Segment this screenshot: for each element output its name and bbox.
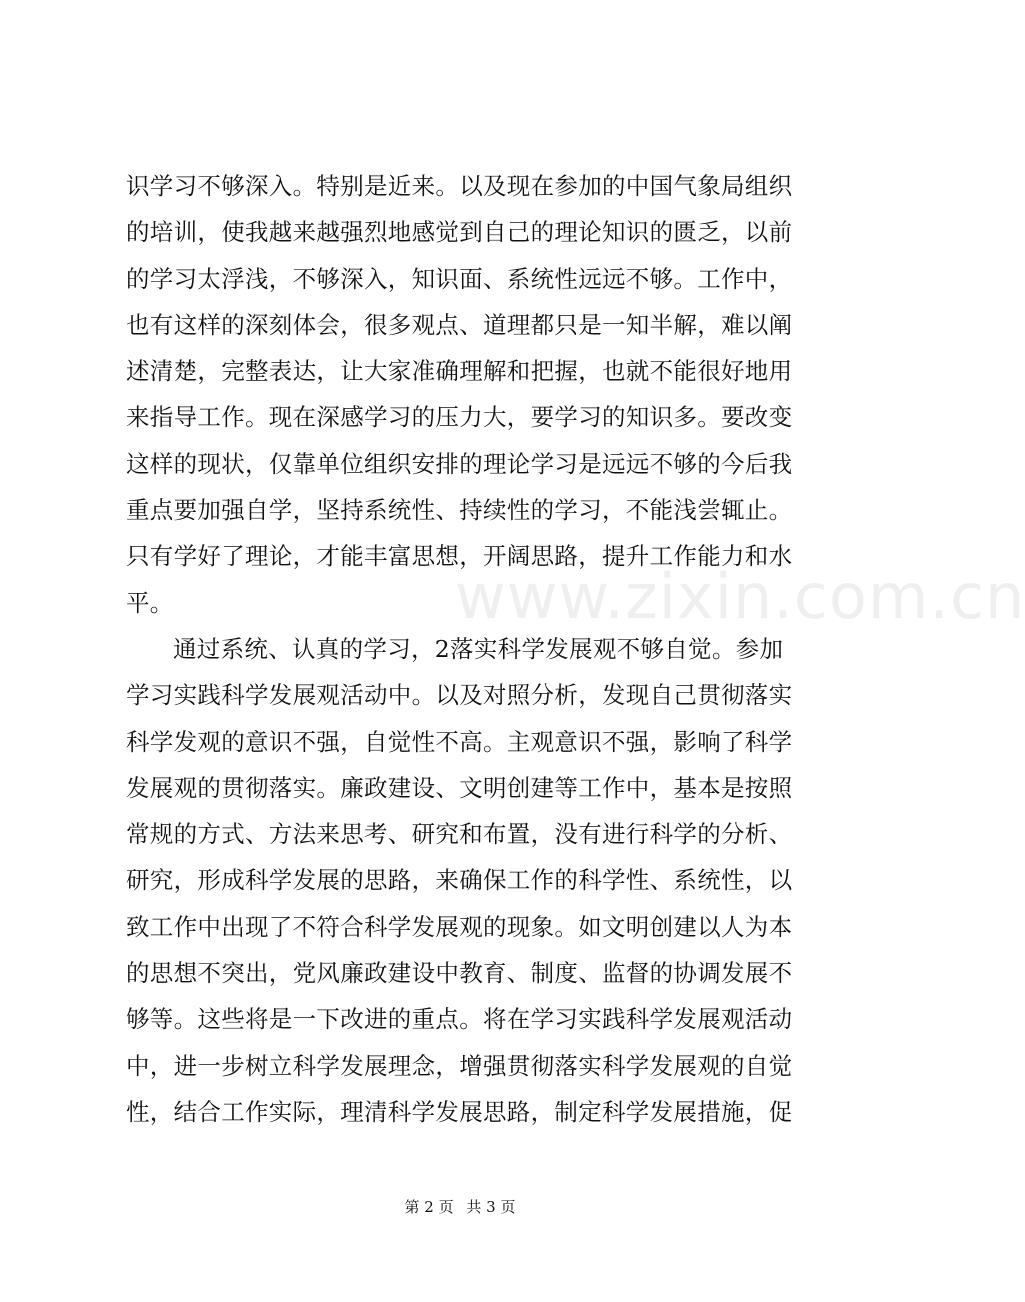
paragraph-start-line: 通过系统、认真的学习，2落实科学发展观不够自觉。参加 [173,634,784,663]
text-line: 致工作中出现了不符合科学发展观的现象。如文明创建以人为本 [126,912,793,941]
text-line: 的思想不突出，党风廉政建设中教育、制度、监督的协调发展不 [126,959,793,988]
text-line: 常规的方式、方法来思考、研究和布置，没有进行科学的分析、 [126,820,793,849]
text-line: 也有这样的深刻体会，很多观点、道理都只是一知半解，难以阐 [126,310,793,339]
text-line: 重点要加强自学，坚持系统性、持续性的学习，不能浅尝辄止。 [126,496,793,525]
text-line: 述清楚，完整表达，让大家准确理解和把握，也就不能很好地用 [126,357,793,386]
text-line: 研究，形成科学发展的思路，来确保工作的科学性、系统性，以 [126,866,793,895]
text-line: 识学习不够深入。特别是近来。以及现在参加的中国气象局组织 [126,172,793,200]
text-line: 够等。这些将是一下改进的重点。将在学习实践科学发展观活动 [126,1005,793,1034]
page-total: 共 3 页 [466,1198,516,1216]
text-line: 这样的现状，仅靠单位组织安排的理论学习是远远不够的今后我 [126,449,793,478]
text-line: 学习实践科学发展观活动中。以及对照分析，发现自己贯彻落实 [126,681,793,710]
text-line: 只有学好了理论，才能丰富思想，开阔思路，提升工作能力和水 [126,542,793,571]
page-number: 第 2 页 [404,1198,454,1216]
text-line: 平。 [126,588,174,617]
page-footer [0,1197,920,1217]
document-body [126,163,796,1135]
text-line: 来指导工作。现在深感学习的压力大，要学习的知识多。要改变 [126,403,793,432]
text-line: 的学习太浮浅，不够深入，知识面、系统性远远不够。工作中， [126,264,793,293]
text-line: 中，进一步树立科学发展理念，增强贯彻落实科学发展观的自觉 [126,1051,793,1080]
text-line: 科学发观的意识不强，自觉性不高。主观意识不强，影响了科学 [126,727,793,756]
text-line: 性，结合工作实际，理清科学发展思路，制定科学发展措施，促 [126,1097,793,1126]
text-line: 的培训，使我越来越强烈地感觉到自己的理论知识的匮乏，以前 [126,218,793,247]
watermark: www.zixin.com.cn [455,560,1025,633]
text-line: 发展观的贯彻落实。廉政建设、文明创建等工作中，基本是按照 [126,773,793,802]
